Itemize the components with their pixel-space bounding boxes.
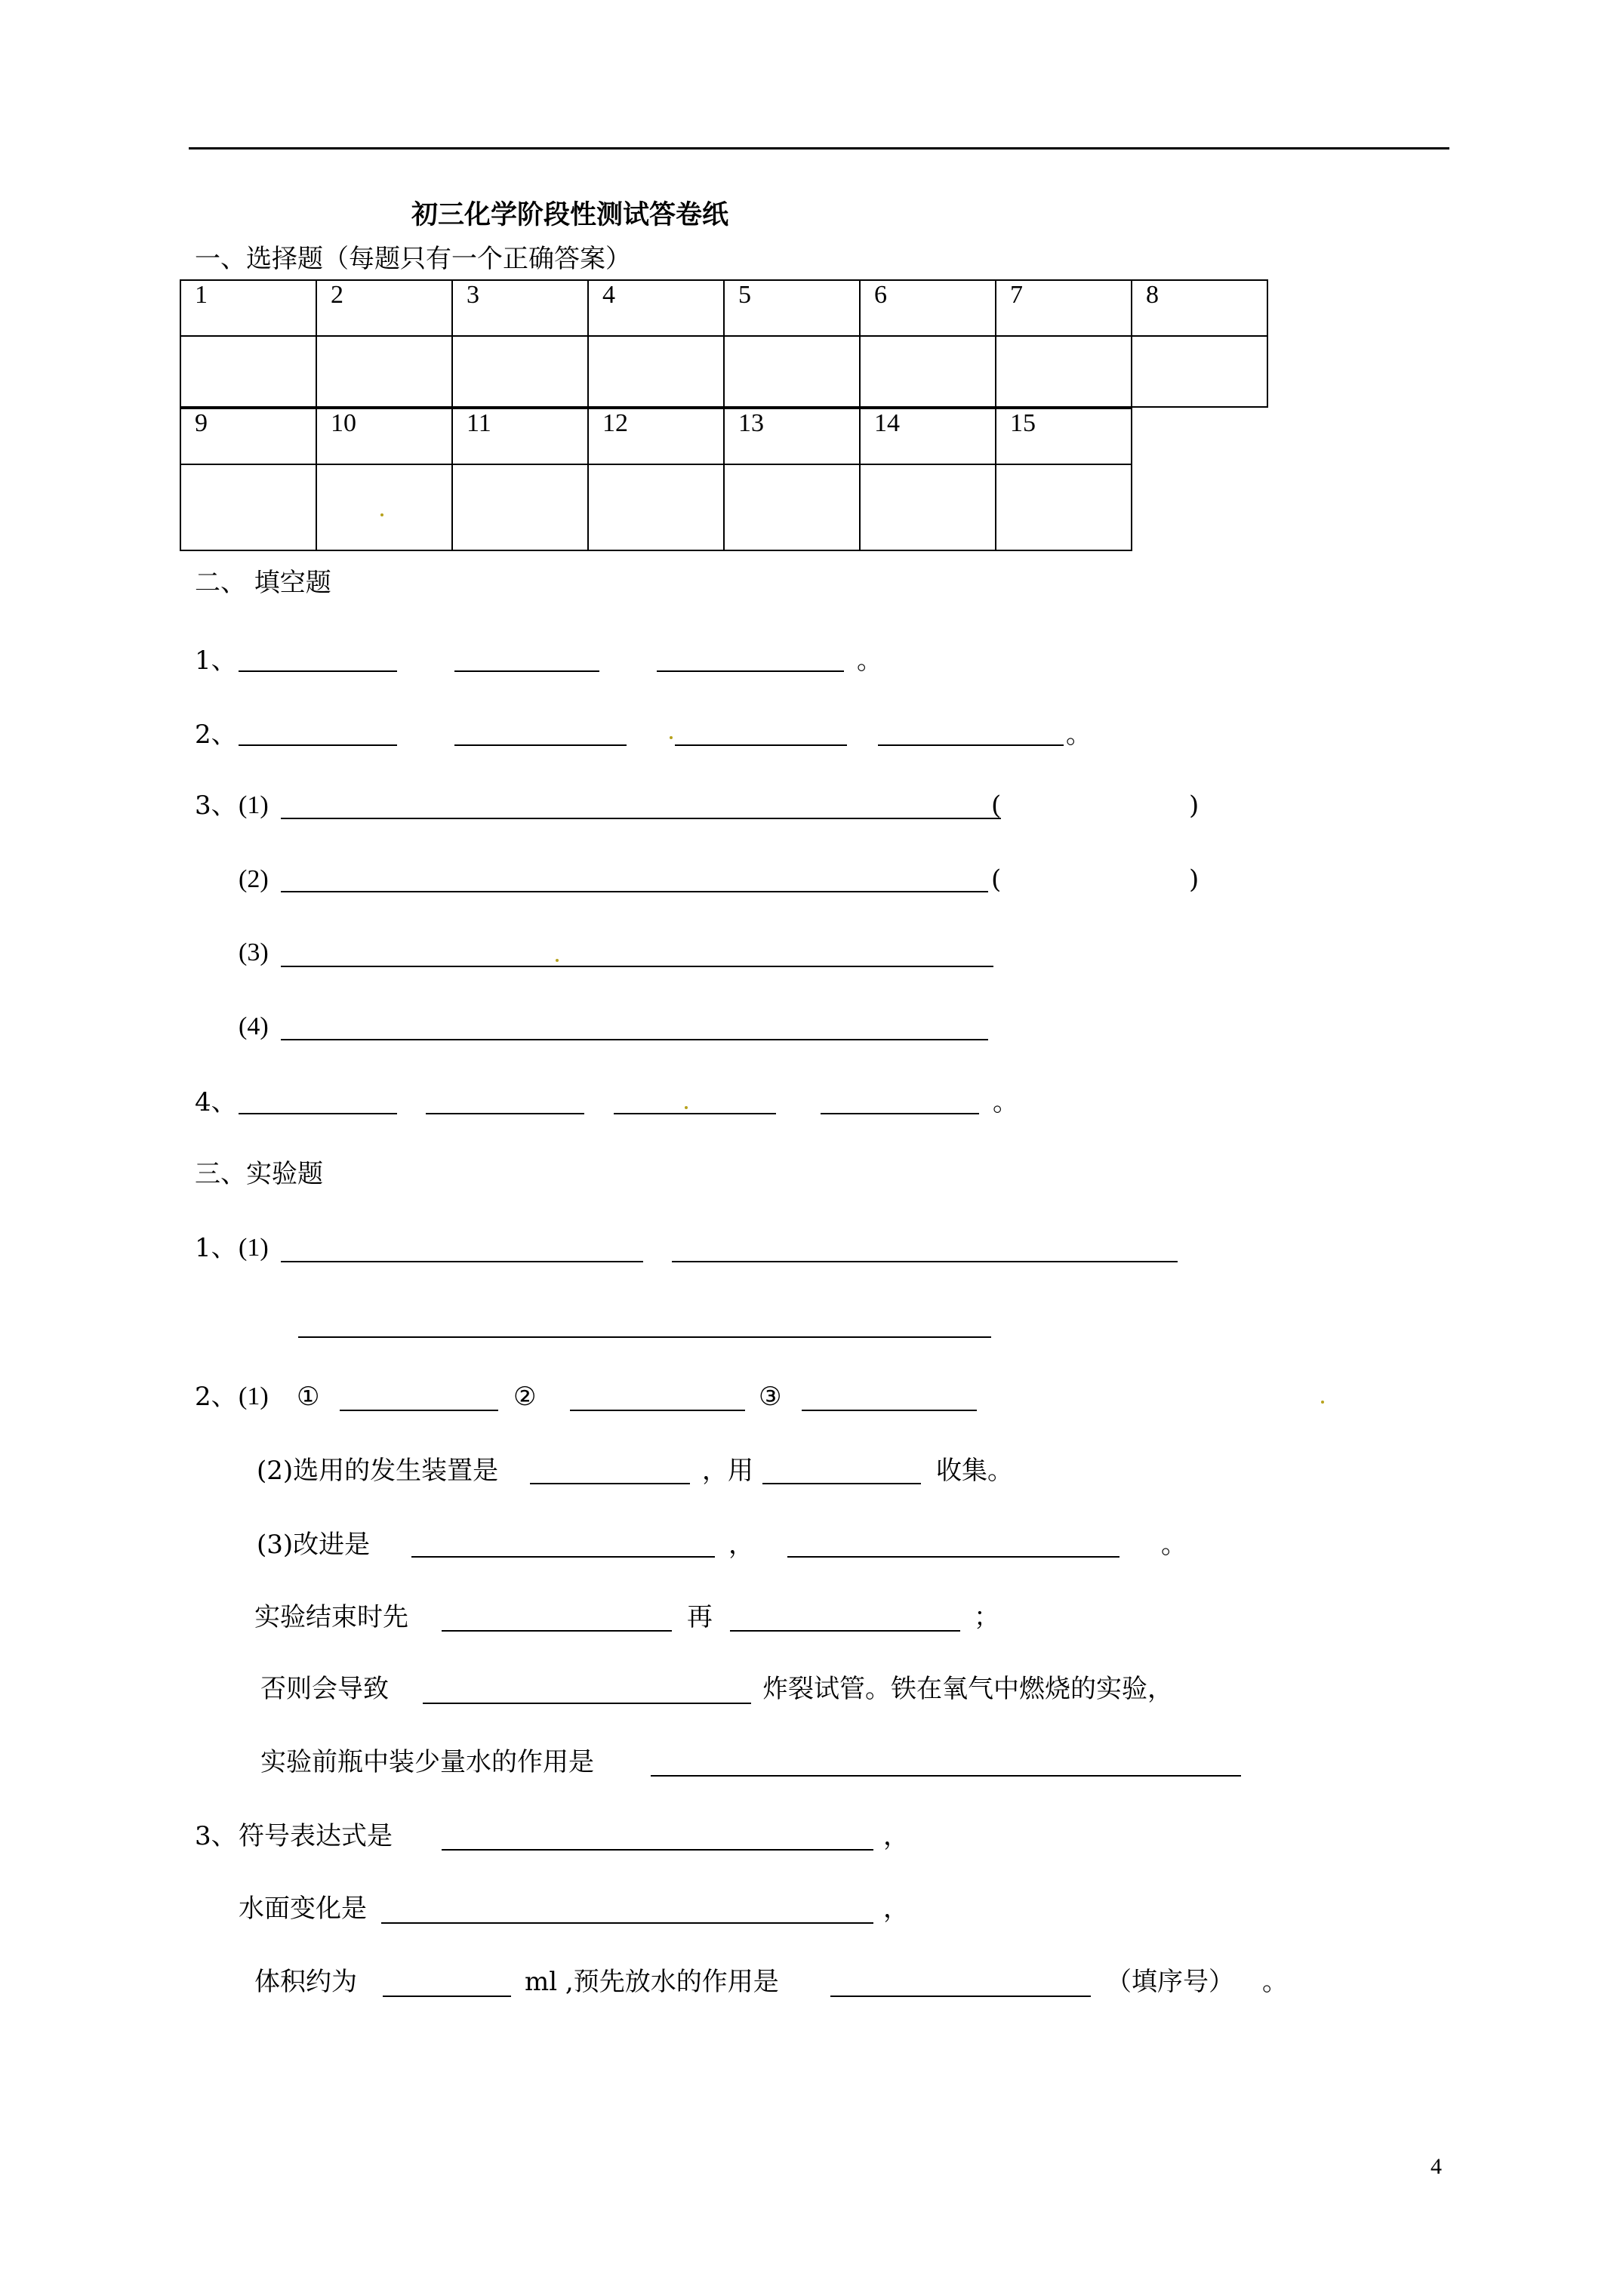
answer-blank[interactable] <box>442 1630 672 1632</box>
answer-cell[interactable] <box>724 464 860 550</box>
part-label: (2) <box>239 865 269 893</box>
water-purpose-text: 实验前瓶中装少量水的作用是 <box>260 1747 594 1777</box>
answer-blank[interactable] <box>423 1703 751 1704</box>
grid-cell-label: 8 <box>1132 280 1267 336</box>
answer-cell[interactable] <box>996 464 1132 550</box>
answer-cell[interactable] <box>1132 336 1267 407</box>
answer-cell[interactable] <box>996 336 1132 407</box>
grid-cell-label: 9 <box>180 408 316 464</box>
grid-cell-label: 13 <box>724 408 860 464</box>
then-text: 再 <box>687 1602 713 1632</box>
circled-1: ① <box>297 1382 320 1412</box>
part-label: (4) <box>239 1012 269 1040</box>
answer-cell[interactable] <box>860 336 996 407</box>
answer-blank[interactable] <box>821 1113 979 1114</box>
scan-speck <box>670 736 673 739</box>
answer-blank[interactable] <box>657 670 844 672</box>
end-mark: 。 <box>1262 1967 1288 1997</box>
q3-2-number: 2、 <box>195 1382 237 1412</box>
grid-cell-label: 1 <box>180 280 316 336</box>
answer-blank[interactable] <box>281 966 993 967</box>
comma: ， <box>728 1530 754 1560</box>
answer-cell[interactable] <box>316 336 452 407</box>
answer-cell[interactable] <box>588 464 724 550</box>
answer-grid-row2 <box>180 408 1132 551</box>
answer-blank[interactable] <box>762 1483 921 1484</box>
answer-blank[interactable] <box>672 1261 1178 1262</box>
answer-blank[interactable] <box>381 1922 873 1924</box>
paren-close: ) <box>1189 791 1200 821</box>
answer-blank[interactable] <box>878 744 1064 746</box>
header-rule <box>189 147 1449 149</box>
answer-cell[interactable] <box>860 464 996 550</box>
answer-cell[interactable] <box>180 336 316 407</box>
answer-cell[interactable] <box>180 464 316 550</box>
volume-text: 体积约为 <box>254 1967 357 1997</box>
grid-cell-label: 11 <box>452 408 588 464</box>
q2-2-number: 2、 <box>195 720 237 750</box>
grid-cell-label: 12 <box>588 408 724 464</box>
scan-speck <box>380 513 383 516</box>
answer-blank[interactable] <box>802 1410 977 1411</box>
answer-blank[interactable] <box>442 1849 873 1851</box>
part-label: (1) <box>239 1382 269 1410</box>
part-label: (1) <box>239 791 269 819</box>
answer-blank[interactable] <box>239 670 397 672</box>
answer-blank[interactable] <box>454 744 627 746</box>
answer-cell[interactable] <box>452 464 588 550</box>
experiment-end-text: 实验结束时先 <box>254 1602 408 1632</box>
end-mark: 。 <box>1161 1530 1187 1560</box>
scan-speck <box>685 1106 688 1109</box>
answer-cell[interactable] <box>452 336 588 407</box>
grid-cell-label: 2 <box>316 280 452 336</box>
q2-4-number: 4、 <box>195 1087 237 1117</box>
answer-blank[interactable] <box>281 1039 988 1040</box>
paren-open: ( <box>991 791 1002 821</box>
answer-blank[interactable] <box>530 1483 690 1484</box>
q3-3-number: 3、 <box>195 1821 237 1851</box>
semicolon: ； <box>974 1602 999 1632</box>
otherwise-text: 否则会导致 <box>260 1674 389 1704</box>
answer-blank[interactable] <box>340 1410 498 1411</box>
grid-cell-label: 15 <box>996 408 1132 464</box>
answer-cell[interactable] <box>724 336 860 407</box>
answer-cell[interactable] <box>316 464 452 550</box>
answer-blank[interactable] <box>281 891 988 892</box>
q3-2-2-text-b: ，用 <box>702 1456 753 1486</box>
answer-blank[interactable] <box>675 744 847 746</box>
part-label: (3) <box>239 938 269 966</box>
symbol-expression-text: 符号表达式是 <box>239 1821 393 1851</box>
scan-speck <box>1321 1401 1324 1404</box>
answer-cell[interactable] <box>588 336 724 407</box>
end-mark: 。 <box>857 646 882 676</box>
answer-blank[interactable] <box>281 1261 643 1262</box>
answer-grid-row1 <box>180 279 1268 408</box>
answer-blank[interactable] <box>411 1556 715 1558</box>
part-label: (1) <box>239 1234 269 1262</box>
end-mark: 。 <box>1066 720 1092 750</box>
circled-2: ② <box>513 1382 537 1412</box>
q3-2-3-text: (3)改进是 <box>257 1530 371 1560</box>
page-title: 初三化学阶段性测试答卷纸 <box>411 199 729 230</box>
section1-heading: 一、选择题（每题只有一个正确答案） <box>195 244 631 274</box>
answer-blank[interactable] <box>730 1630 960 1632</box>
answer-blank[interactable] <box>787 1556 1119 1558</box>
otherwise-text-b: 炸裂试管。铁在氧气中燃烧的实验， <box>762 1674 1173 1704</box>
comma: ， <box>883 1894 909 1924</box>
grid-cell-label: 4 <box>588 280 724 336</box>
comma: ， <box>883 1821 909 1851</box>
answer-blank[interactable] <box>281 818 1001 819</box>
grid-cell-label: 14 <box>860 408 996 464</box>
q2-3-number: 3、 <box>195 791 237 821</box>
section3-heading: 三、实验题 <box>195 1159 323 1189</box>
q2-1-number: 1、 <box>195 646 237 676</box>
grid-cell-label: 6 <box>860 280 996 336</box>
grid-cell-label: 3 <box>452 280 588 336</box>
paren-close: ) <box>1189 864 1200 895</box>
grid-cell-label: 5 <box>724 280 860 336</box>
answer-blank[interactable] <box>298 1336 991 1338</box>
answer-blank[interactable] <box>239 744 397 746</box>
circled-3: ③ <box>759 1382 782 1412</box>
answer-blank[interactable] <box>383 1996 511 1997</box>
page-number: 4 <box>1431 2154 1442 2179</box>
answer-blank[interactable] <box>614 1113 776 1114</box>
answer-blank[interactable] <box>454 670 599 672</box>
section2-heading: 二、 填空题 <box>195 568 331 598</box>
answer-blank[interactable] <box>426 1113 584 1114</box>
scan-speck <box>556 959 559 962</box>
answer-blank[interactable] <box>830 1996 1091 1997</box>
volume-unit-text: ml ,预先放水的作用是 <box>525 1967 779 1997</box>
q3-2-2-text-c: 收集。 <box>936 1456 1013 1486</box>
fill-number-hint: （填序号） <box>1106 1967 1234 1997</box>
q3-2-2-text: (2)选用的发生装置是 <box>257 1456 499 1486</box>
end-mark: 。 <box>993 1087 1018 1117</box>
paren-open: ( <box>991 864 1002 895</box>
answer-blank[interactable] <box>651 1775 1241 1777</box>
q3-1-number: 1、 <box>195 1233 237 1263</box>
grid-cell-label: 10 <box>316 408 452 464</box>
water-level-text: 水面变化是 <box>239 1894 367 1924</box>
answer-blank[interactable] <box>239 1113 397 1114</box>
grid-cell-label: 7 <box>996 280 1132 336</box>
answer-blank[interactable] <box>570 1410 745 1411</box>
